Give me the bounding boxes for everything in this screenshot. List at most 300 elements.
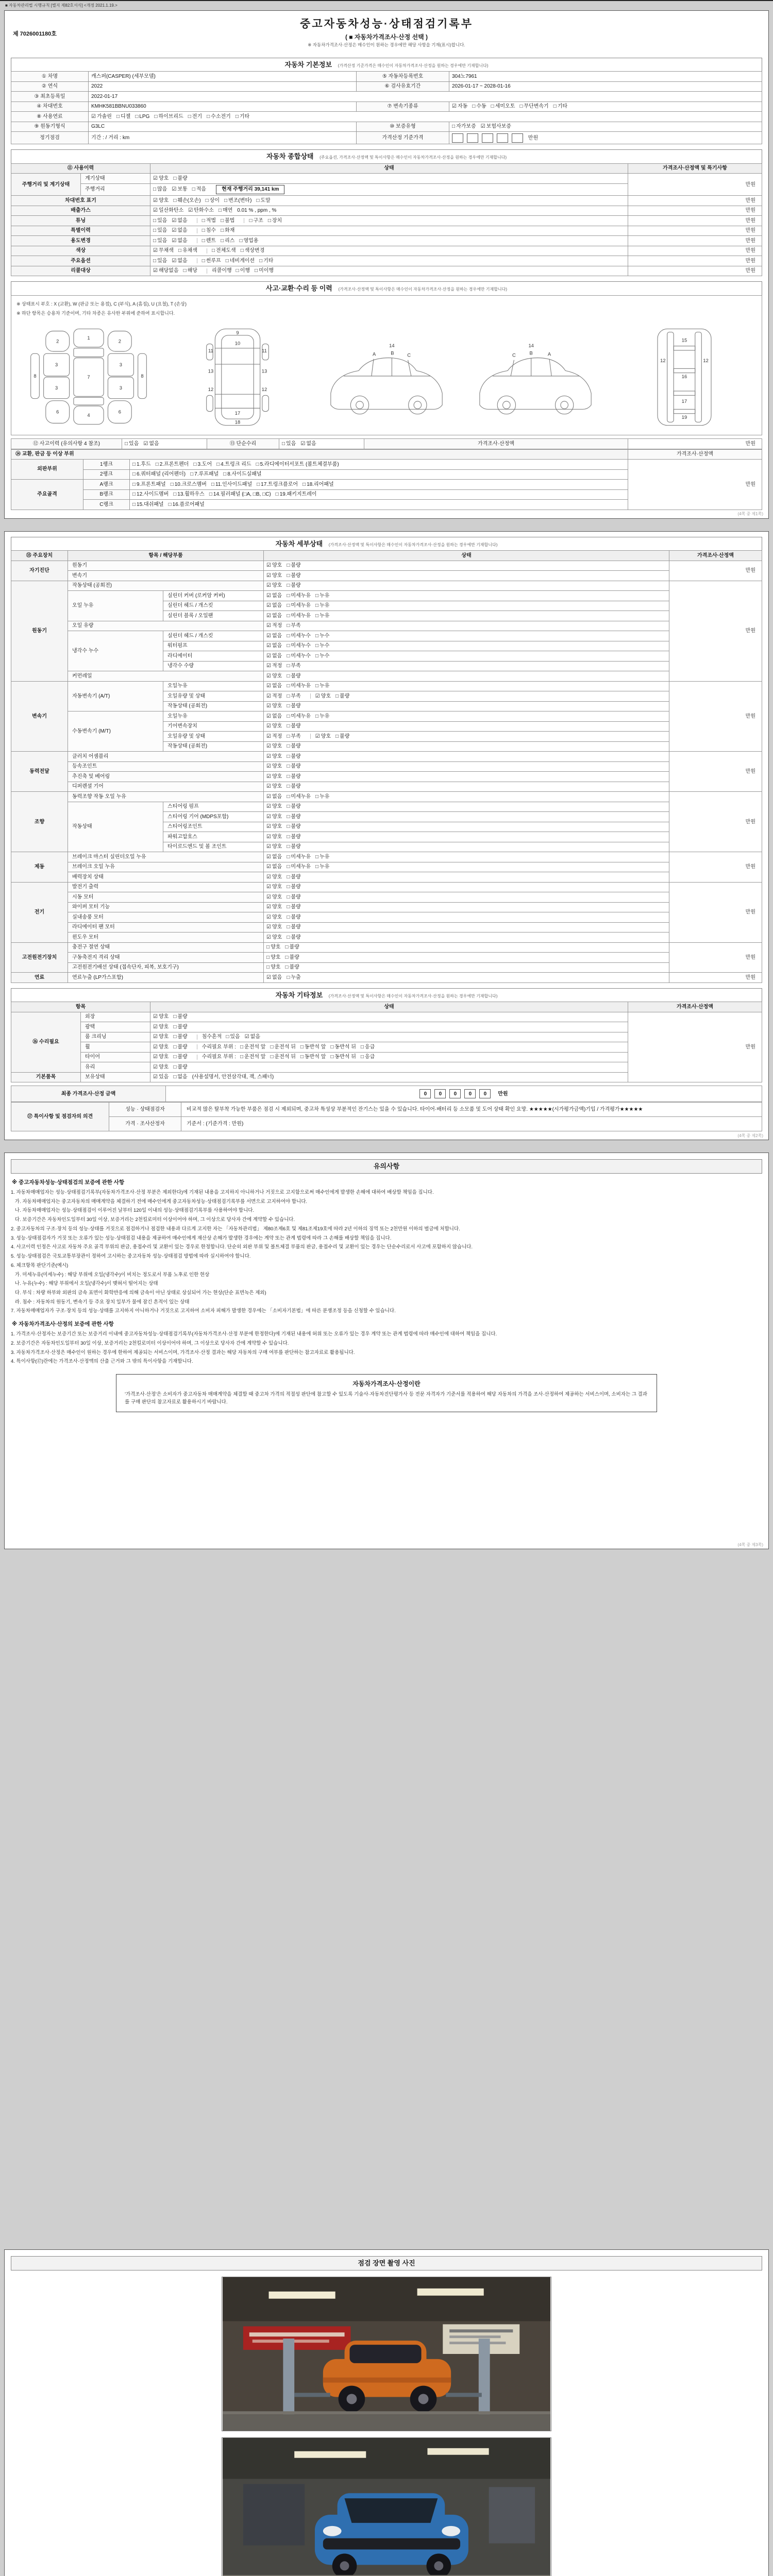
- checkbox-checked[interactable]: ☑ 양호: [266, 824, 282, 830]
- checkbox-unchecked[interactable]: □ 불량: [287, 814, 301, 820]
- rank-label: C랭크: [83, 500, 130, 510]
- state-cell: [264, 621, 669, 631]
- checkbox-unchecked[interactable]: □ 렌트: [201, 238, 216, 244]
- state-cell: [264, 832, 669, 842]
- checkbox-checked[interactable]: ☑ 양호: [266, 764, 282, 770]
- checkbox-checked[interactable]: ☑ 양호: [266, 924, 282, 930]
- checkbox-unchecked[interactable]: □ 운전석 뒤: [270, 1044, 296, 1050]
- checkbox-unchecked[interactable]: □ 누유: [315, 793, 330, 800]
- checkbox-unchecked[interactable]: □ 누유: [315, 683, 330, 689]
- empty-box-icon: □: [287, 572, 290, 579]
- checkbox-unchecked[interactable]: □ 7.루프패널: [190, 471, 219, 478]
- checkbox-checked[interactable]: ☑ 자동: [452, 104, 468, 110]
- checkbox-checked[interactable]: ☑ 양호: [153, 197, 169, 204]
- empty-box-icon: □: [212, 248, 215, 254]
- checkbox-unchecked[interactable]: □ 누유: [315, 713, 330, 719]
- checkbox-unchecked[interactable]: □ 부족: [287, 623, 301, 629]
- checkbox-unchecked[interactable]: □ 동반석 뒤: [330, 1044, 356, 1050]
- accident-legend: [11, 295, 762, 319]
- empty-box-icon: □: [287, 793, 290, 800]
- checkbox-checked[interactable]: ☑ 무채색: [153, 248, 174, 254]
- checkbox-unchecked[interactable]: □ 누수: [315, 643, 330, 649]
- checkbox-unchecked[interactable]: □ 양호: [266, 954, 281, 960]
- checkbox-unchecked[interactable]: □ 동반석 앞: [300, 1044, 326, 1050]
- checkbox-checked[interactable]: ☑ 양호: [266, 784, 282, 790]
- group-label: 연료: [11, 973, 68, 983]
- empty-box-icon: □: [240, 1054, 244, 1060]
- checkbox-unchecked[interactable]: □ 19.패키지트레이: [275, 492, 317, 498]
- checkbox-unchecked[interactable]: □ 불량: [287, 884, 301, 890]
- svg-text:2: 2: [119, 338, 122, 344]
- checkbox-unchecked[interactable]: □ 불량: [285, 944, 299, 951]
- checkbox-checked[interactable]: ☑ 없음: [244, 1034, 260, 1040]
- checkbox-unchecked[interactable]: □ 2.프론트펜더: [155, 461, 189, 467]
- svg-text:14: 14: [528, 343, 534, 348]
- checkbox-unchecked[interactable]: □ 있음: [282, 440, 296, 447]
- subitem-label: 타이로드엔드 및 볼 조인트: [163, 842, 264, 852]
- checkbox-checked[interactable]: ☑ 없음: [266, 633, 282, 639]
- checkbox-unchecked[interactable]: □ 불량: [335, 693, 350, 699]
- state-cell: [264, 953, 669, 963]
- checkbox-unchecked[interactable]: □ 기타: [259, 258, 274, 264]
- checkbox-checked[interactable]: ☑ 양호: [153, 1054, 169, 1060]
- checkbox-unchecked[interactable]: □ 불량: [287, 784, 301, 790]
- checkbox-unchecked[interactable]: □ 기타: [235, 113, 250, 120]
- checkbox-unchecked[interactable]: □ 응급: [360, 1054, 375, 1060]
- checkbox-checked[interactable]: ☑ 양호: [153, 1024, 169, 1030]
- checkbox-checked[interactable]: ☑ 없음: [266, 603, 282, 609]
- checkbox-unchecked[interactable]: □ 미세누수: [287, 633, 311, 639]
- checkbox-unchecked[interactable]: □ 누유: [315, 864, 330, 870]
- registration-number-value: 304노7961: [449, 72, 762, 82]
- checkbox-unchecked[interactable]: □ 불량: [287, 924, 301, 930]
- checkbox-unchecked[interactable]: □ 운전석 앞: [240, 1044, 266, 1050]
- state-cell: [150, 246, 628, 256]
- checkbox-checked[interactable]: ☑ 없음: [266, 683, 282, 689]
- checkbox-unchecked[interactable]: □ 있음: [226, 1034, 240, 1040]
- notice-line: 6. 체크항목 판단기준(예시): [11, 1262, 69, 1268]
- checked-box-icon: ☑: [266, 974, 271, 980]
- item-label: 시동 모터: [68, 892, 264, 903]
- checkbox-unchecked[interactable]: □ 있음: [153, 228, 167, 234]
- rank-label: 2랭크: [83, 469, 130, 480]
- item-label: 수동변속기 (M/T): [68, 711, 163, 752]
- rank2-checkgroup: [130, 469, 628, 480]
- checkbox-unchecked[interactable]: □ 미세누유: [287, 613, 311, 619]
- checkbox-unchecked[interactable]: □ 부족: [287, 693, 301, 699]
- checkbox-checked[interactable]: ☑ 양호: [266, 844, 282, 850]
- checkbox-unchecked[interactable]: □ 색상변경: [240, 248, 265, 254]
- checkbox-unchecked[interactable]: □ 불량: [287, 834, 301, 840]
- empty-box-icon: □: [315, 864, 319, 870]
- checkbox-unchecked[interactable]: □ 구조: [249, 217, 263, 224]
- checkbox-unchecked[interactable]: □ 썬루프: [201, 258, 221, 264]
- checkbox-unchecked[interactable]: □ 유채색: [178, 248, 197, 254]
- price-digit: 0: [479, 1089, 491, 1098]
- checkbox-unchecked[interactable]: □ 불량: [173, 1024, 188, 1030]
- column-header: 가격조사·산정액: [669, 551, 762, 561]
- checkbox-checked[interactable]: ☑ 양호: [153, 1064, 169, 1070]
- checkbox-unchecked[interactable]: □ 불량: [173, 1064, 188, 1070]
- svg-text:2: 2: [56, 338, 59, 344]
- checked-box-icon: ☑: [315, 733, 320, 739]
- checkbox-unchecked[interactable]: □ 훼손(오손): [173, 197, 201, 204]
- checkbox-unchecked[interactable]: □ 있음: [153, 217, 167, 224]
- checkbox-unchecked[interactable]: □ 기타: [553, 104, 568, 110]
- svg-text:17: 17: [681, 399, 687, 404]
- checkbox-unchecked[interactable]: □ 누출: [287, 974, 301, 980]
- checked-box-icon: ☑: [143, 440, 148, 447]
- checkbox-checked[interactable]: ☑ 없음: [266, 613, 282, 619]
- checkbox-unchecked[interactable]: □ 없음: [173, 1074, 188, 1080]
- checkbox-unchecked[interactable]: □ 누수: [315, 633, 330, 639]
- checkbox-checked[interactable]: ☑ 양호: [153, 1044, 169, 1050]
- empty-box-icon: □: [236, 268, 239, 274]
- empty-box-icon: □: [188, 113, 191, 120]
- checkbox-unchecked[interactable]: □ 5.라디에이터서포트 (볼트체결부품): [256, 461, 339, 467]
- checkbox-unchecked[interactable]: □ 18.리어패널: [303, 481, 334, 487]
- checkbox-checked[interactable]: ☑ 양호: [266, 904, 282, 910]
- price-cell: 만원: [628, 226, 762, 236]
- checkbox-checked[interactable]: ☑ 양호: [153, 1034, 169, 1040]
- checkbox-checked[interactable]: ☑ 양호: [266, 572, 282, 579]
- checkbox-checked[interactable]: ☑ 양호: [266, 753, 282, 759]
- checkbox-unchecked[interactable]: □ 침수: [201, 228, 216, 234]
- checkbox-unchecked[interactable]: □ 불량: [287, 703, 301, 709]
- checked-box-icon: ☑: [266, 572, 271, 579]
- checkbox-unchecked[interactable]: □ 운전석 뒤: [270, 1054, 296, 1060]
- rankA-checkgroup: [130, 480, 628, 490]
- empty-box-icon: □: [287, 563, 290, 569]
- checkbox-checked[interactable]: ☑ 양호: [266, 914, 282, 920]
- checkbox-checked[interactable]: ☑ 없음: [266, 643, 282, 649]
- state-cell: [264, 792, 669, 802]
- checkbox-checked[interactable]: ☑ 양호: [315, 733, 331, 739]
- checkbox-checked[interactable]: ☑ 일산화탄소: [153, 208, 184, 214]
- checkbox-unchecked[interactable]: □ 전기: [188, 113, 203, 120]
- checkbox-unchecked[interactable]: □ 불량: [173, 1014, 188, 1020]
- checkbox-unchecked[interactable]: □ 불량: [287, 773, 301, 779]
- checkbox-unchecked[interactable]: □ 누유: [315, 592, 330, 599]
- notice-line: 2. 중고자동차의 구조·장치 등의 성능·상태를 거짓으로 점검하거나 점검한 내용과 다르게 고지한 자는 「자동차관리법」 제80조제6호 및 제81조제19호에 따라 2년 이하의 징역 또는 2천만원 이하의 벌금에 처합니다.: [11, 1226, 460, 1232]
- checkbox-unchecked[interactable]: □ 11.인사이드패널: [211, 481, 253, 487]
- group-label: 원동기: [11, 581, 68, 681]
- checkbox-unchecked[interactable]: □ 10.크로스멤버: [170, 481, 207, 487]
- checkbox-checked[interactable]: ☑ 양호: [266, 934, 282, 940]
- checkbox-checked[interactable]: ☑ 적정: [266, 693, 282, 699]
- checkbox-checked[interactable]: ☑ 없음: [172, 258, 188, 264]
- checkbox-unchecked[interactable]: □ 하이브리드: [154, 113, 183, 120]
- checkbox-unchecked[interactable]: □ 수소전기: [207, 113, 231, 120]
- accident-title-text: 사고·교환·수리 등 이력: [265, 284, 332, 293]
- state-cell: [150, 1052, 628, 1062]
- checkbox-unchecked[interactable]: □ 불량: [287, 844, 301, 850]
- checkbox-unchecked[interactable]: □ 불량: [287, 804, 301, 810]
- checkbox-unchecked[interactable]: □ 양호: [266, 944, 281, 951]
- svg-text:8: 8: [33, 374, 37, 379]
- checkbox-unchecked[interactable]: □ 장치: [267, 217, 282, 224]
- checkbox-unchecked[interactable]: □ 무단변속기: [519, 104, 549, 110]
- checkbox-unchecked[interactable]: □ 12.사이드멤버: [132, 492, 169, 498]
- empty-box-icon: □: [132, 481, 136, 487]
- checkbox-unchecked[interactable]: □ 해당: [183, 268, 197, 274]
- checked-box-icon: ☑: [266, 723, 271, 730]
- checkbox-unchecked[interactable]: □ 미세누유: [287, 864, 311, 870]
- state-text: 수리필요 부위 :: [201, 1054, 236, 1060]
- checkbox-checked[interactable]: ☑ 없음: [266, 854, 282, 860]
- checkbox-unchecked[interactable]: □ 있음: [125, 440, 139, 447]
- checkbox-unchecked[interactable]: □ 불량: [287, 753, 301, 759]
- checkbox-unchecked[interactable]: □ 불량: [287, 673, 301, 679]
- checkbox-unchecked[interactable]: □ 매연: [218, 208, 233, 214]
- checkbox-unchecked[interactable]: □ 적법: [201, 217, 216, 224]
- checked-box-icon: ☑: [266, 733, 271, 739]
- empty-box-icon: □: [287, 844, 290, 850]
- state-cell: [264, 942, 669, 953]
- checkbox-checked[interactable]: ☑ 없음: [172, 228, 188, 234]
- checkbox-unchecked[interactable]: □ 동반석 앞: [300, 1054, 326, 1060]
- checkbox-unchecked[interactable]: □ 15.대쉬패널: [132, 501, 164, 507]
- checkbox-unchecked[interactable]: □ 13.휠하우스: [173, 492, 205, 498]
- checkbox-unchecked[interactable]: □ 9.프론트패널: [132, 481, 166, 487]
- checkbox-checked[interactable]: ☑ 양호: [266, 804, 282, 810]
- checked-box-icon: ☑: [153, 1034, 158, 1040]
- checkbox-unchecked[interactable]: □ 도말: [256, 197, 271, 204]
- svg-text:A: A: [372, 351, 376, 357]
- checkbox-unchecked[interactable]: □ 운전석 앞: [240, 1054, 266, 1060]
- checkbox-checked[interactable]: ☑ 양호: [266, 874, 282, 880]
- checkbox-unchecked[interactable]: □ 자가보증: [452, 124, 476, 130]
- checkbox-checked[interactable]: ☑ 가솔린: [91, 113, 112, 120]
- checkbox-unchecked[interactable]: □ 불법: [221, 217, 235, 224]
- state-cell: [264, 933, 669, 943]
- empty-box-icon: □: [287, 934, 290, 940]
- checkbox-unchecked[interactable]: □ 불량: [287, 934, 301, 940]
- checkbox-unchecked[interactable]: □ 불량: [173, 1034, 188, 1040]
- checkbox-unchecked[interactable]: □ 불량: [287, 824, 301, 830]
- checkbox-checked[interactable]: ☑ 없음: [300, 440, 316, 447]
- state-cell: [264, 761, 669, 772]
- checkbox-checked[interactable]: ☑ 해당없음: [153, 268, 179, 274]
- checkbox-unchecked[interactable]: □ 미세누유: [287, 793, 311, 800]
- checkbox-checked[interactable]: ☑ 양호: [315, 693, 331, 699]
- checkbox-unchecked[interactable]: □ 수동: [472, 104, 486, 110]
- checkbox-checked[interactable]: ☑ 없음: [172, 217, 188, 224]
- checkbox-checked[interactable]: ☑ 없음: [266, 713, 282, 719]
- etc-title: [11, 988, 762, 1002]
- state-cell: [264, 651, 669, 662]
- checkbox-unchecked[interactable]: □ 불량: [287, 563, 301, 569]
- checkbox-unchecked[interactable]: □ 불량: [173, 1044, 188, 1050]
- checkbox-unchecked[interactable]: □ 부족: [287, 663, 301, 669]
- checkbox-unchecked[interactable]: □ 리스: [221, 238, 235, 244]
- checkbox-unchecked[interactable]: □ 17.트렁크플로어: [257, 481, 298, 487]
- checkbox-unchecked[interactable]: □ 누수: [315, 653, 330, 659]
- state-cell: [150, 1032, 628, 1042]
- price-label: 가격조사·산정액: [628, 449, 762, 460]
- svg-text:3: 3: [120, 362, 123, 368]
- price-cell: 만원: [628, 1012, 762, 1082]
- checkbox-unchecked[interactable]: □ 있음: [153, 258, 167, 264]
- checkbox-unchecked[interactable]: □ 불량: [287, 764, 301, 770]
- empty-box-icon: □: [155, 461, 159, 467]
- checkbox-unchecked[interactable]: □ 디젤: [116, 113, 131, 120]
- checkbox-unchecked[interactable]: □ 불량: [285, 964, 299, 971]
- checkbox-unchecked[interactable]: □ 영업용: [239, 238, 259, 244]
- empty-box-icon: □: [218, 208, 222, 214]
- checkbox-unchecked[interactable]: □ 불량: [287, 904, 301, 910]
- car-diagram-exterior-unfolded-icon: [21, 324, 156, 431]
- empty-box-icon: □: [287, 633, 290, 639]
- checkbox-checked[interactable]: ☑ 적정: [266, 623, 282, 629]
- checkbox-checked[interactable]: ☑ 없음: [266, 653, 282, 659]
- checkbox-unchecked[interactable]: □ 6.쿼터패널 (리어펜더): [132, 471, 186, 478]
- checkbox-unchecked[interactable]: □ 미세누유: [287, 854, 311, 860]
- svg-text:11: 11: [262, 348, 267, 354]
- checkbox-checked[interactable]: ☑ 없음: [266, 592, 282, 599]
- opinion-table: [11, 1102, 762, 1131]
- checkbox-unchecked[interactable]: □ 상이: [205, 197, 220, 204]
- checkbox-checked[interactable]: ☑ 양호: [266, 703, 282, 709]
- checkbox-unchecked[interactable]: □ 불량: [285, 954, 299, 960]
- empty-box-icon: □: [282, 440, 285, 447]
- field-label: ③ 최초등록일: [11, 92, 89, 102]
- checkbox-unchecked[interactable]: □ 16.플로어패널: [168, 501, 205, 507]
- checkbox-checked[interactable]: ☑ 없음: [143, 440, 159, 447]
- checkbox-unchecked[interactable]: □ 불량: [287, 583, 301, 589]
- checkbox-checked[interactable]: ☑ 없음: [266, 864, 282, 870]
- checkbox-unchecked[interactable]: □ 미세누수: [287, 653, 311, 659]
- checkbox-unchecked[interactable]: □ 불량: [287, 723, 301, 730]
- empty-box-icon: □: [452, 124, 456, 130]
- price-cell: 만원: [669, 581, 762, 681]
- checkbox-unchecked[interactable]: □ 누유: [315, 603, 330, 609]
- checkbox-unchecked[interactable]: □ 부족: [287, 733, 301, 739]
- checkbox-unchecked[interactable]: □ 불량: [287, 572, 301, 579]
- checkbox-unchecked[interactable]: □ 불량: [287, 894, 301, 900]
- checkbox-checked[interactable]: ☑ 양호: [266, 773, 282, 779]
- checked-box-icon: ☑: [266, 814, 271, 820]
- checkbox-unchecked[interactable]: □ 불량: [287, 874, 301, 880]
- state-cell: [264, 661, 669, 671]
- checkbox-unchecked[interactable]: □ 미이행: [255, 268, 274, 274]
- item-label: 계기상태: [81, 174, 150, 184]
- svg-text:19: 19: [681, 415, 687, 420]
- checkbox-unchecked[interactable]: □ 전체도색: [212, 248, 236, 254]
- checkbox-unchecked[interactable]: □ 응급: [360, 1044, 375, 1050]
- checkbox-unchecked[interactable]: □ 누유: [315, 613, 330, 619]
- price-unit: 만원: [498, 1091, 508, 1097]
- checkbox-unchecked[interactable]: □ 불량: [173, 175, 188, 181]
- checkbox-checked[interactable]: ☑ 없음: [266, 974, 282, 980]
- checkbox-checked[interactable]: ☑ 양호: [266, 673, 282, 679]
- empty-box-icon: □: [360, 1044, 364, 1050]
- state-cell: [264, 591, 669, 601]
- empty-box-icon: □: [173, 197, 177, 204]
- checkbox-unchecked[interactable]: □ 있음: [153, 238, 167, 244]
- price-cell: 만원: [669, 852, 762, 883]
- checkbox-unchecked[interactable]: □ 미세누유: [287, 683, 311, 689]
- checkbox-checked[interactable]: ☑ 양호: [266, 563, 282, 569]
- item-label: 실내송풍 모터: [68, 912, 264, 923]
- checkbox-checked[interactable]: ☑ 적정: [266, 733, 282, 739]
- checked-box-icon: ☑: [153, 1024, 158, 1030]
- checkbox-unchecked[interactable]: □ 화재: [221, 228, 235, 234]
- item-label: 오일 누유: [68, 591, 163, 621]
- checkbox-checked[interactable]: ☑ 양호: [266, 743, 282, 750]
- checkbox-unchecked[interactable]: □ 불량: [335, 733, 350, 739]
- empty-box-icon: □: [287, 743, 290, 750]
- checkbox-checked[interactable]: ☑ 없음: [266, 793, 282, 800]
- price-cell: 만원: [669, 973, 762, 983]
- checkbox-checked[interactable]: ☑ 보험사보증: [480, 124, 511, 130]
- checkbox-unchecked[interactable]: □ 8.사이드실패널: [223, 471, 262, 478]
- price-cell: 만원: [628, 256, 762, 266]
- checkbox-checked[interactable]: ☑ 있음: [153, 1074, 169, 1080]
- accident-history-label: ⑫ 사고이력 (유의사항 4 참조): [11, 439, 122, 449]
- checkbox-unchecked[interactable]: □ 미세누유: [287, 592, 311, 599]
- checkbox-checked[interactable]: ☑ 탄화수소: [188, 208, 214, 214]
- item-label: 휠: [81, 1042, 150, 1053]
- inspection-photo-1: [222, 2277, 551, 2431]
- price-unit: 만원: [528, 135, 539, 141]
- checkbox-unchecked[interactable]: □ 미세누유: [287, 713, 311, 719]
- checkbox-unchecked[interactable]: □ 1.후드: [132, 461, 151, 467]
- basic-info-title-text: 자동차 기본정보: [284, 60, 332, 69]
- checkbox-unchecked[interactable]: □ 불량: [287, 743, 301, 750]
- state-cell: [264, 611, 669, 621]
- checkbox-checked[interactable]: ☑ 양호: [153, 175, 169, 181]
- checkbox-unchecked[interactable]: □ 많음: [153, 187, 167, 193]
- transmission-checkgroup: [449, 101, 762, 112]
- checkbox-unchecked[interactable]: □ 불량: [173, 1054, 188, 1060]
- checkbox-checked[interactable]: ☑ 보통: [172, 187, 188, 193]
- checkbox-unchecked[interactable]: □ 세미오토: [491, 104, 515, 110]
- checkbox-unchecked[interactable]: □ 적음: [192, 187, 207, 193]
- checkbox-unchecked[interactable]: □ 양호: [266, 964, 281, 971]
- checkbox-unchecked[interactable]: □ 4.트렁크 리드: [216, 461, 251, 467]
- checkbox-unchecked[interactable]: □ 미세누유: [287, 603, 311, 609]
- checkbox-unchecked[interactable]: □ 3.도어: [193, 461, 212, 467]
- checkbox-checked[interactable]: ☑ 양호: [266, 894, 282, 900]
- checkbox-checked[interactable]: ☑ 양호: [153, 1014, 169, 1020]
- checkbox-checked[interactable]: ☑ 적정: [266, 663, 282, 669]
- checkbox-unchecked[interactable]: □ 누유: [315, 854, 330, 860]
- checkbox-unchecked[interactable]: □ 동반석 뒤: [330, 1054, 356, 1060]
- empty-box-icon: □: [287, 663, 290, 669]
- checkbox-unchecked[interactable]: □ 이행: [236, 268, 250, 274]
- checkbox-unchecked[interactable]: □ LPG: [135, 113, 150, 120]
- checkbox-unchecked[interactable]: □ 미세누수: [287, 643, 311, 649]
- checkbox-checked[interactable]: ☑ 없음: [172, 238, 188, 244]
- checkbox-checked[interactable]: ☑ 양호: [266, 814, 282, 820]
- notice-line: 1. 가격조사·산정자는 보증기간 또는 보증거리 이내에 중고자동차성능·상태점검기록부(자동차가격조사·산정 부분에 한정한다)에 기재된 내용에 허위 또는 오류가 있는 경우 계약 또는 관계 법령에 따라 매수인에 대하여 책임을 집니다.: [11, 1331, 497, 1337]
- checkbox-unchecked[interactable]: □ 불량: [287, 914, 301, 920]
- svg-text:17: 17: [234, 411, 241, 416]
- state-cell: [264, 812, 669, 822]
- accident-history-checkgroup: [122, 439, 207, 449]
- checkbox-unchecked[interactable]: □ 변조(변타): [224, 197, 252, 204]
- checkbox-checked[interactable]: ☑ 양호: [266, 834, 282, 840]
- price-cell: 만원: [669, 942, 762, 973]
- state-cell: [150, 226, 628, 236]
- checkbox-checked[interactable]: ☑ 양호: [266, 723, 282, 730]
- checkbox-unchecked[interactable]: □ 네비게이션: [225, 258, 255, 264]
- checkbox-unchecked[interactable]: □ 14.필러패널 (□A, □B, □C): [209, 492, 271, 498]
- checkbox-checked[interactable]: ☑ 양호: [266, 583, 282, 589]
- exchange-parts-label: ⑭ 교환, 판금 등 이상 부위: [11, 449, 628, 460]
- checkbox-checked[interactable]: ☑ 양호: [266, 884, 282, 890]
